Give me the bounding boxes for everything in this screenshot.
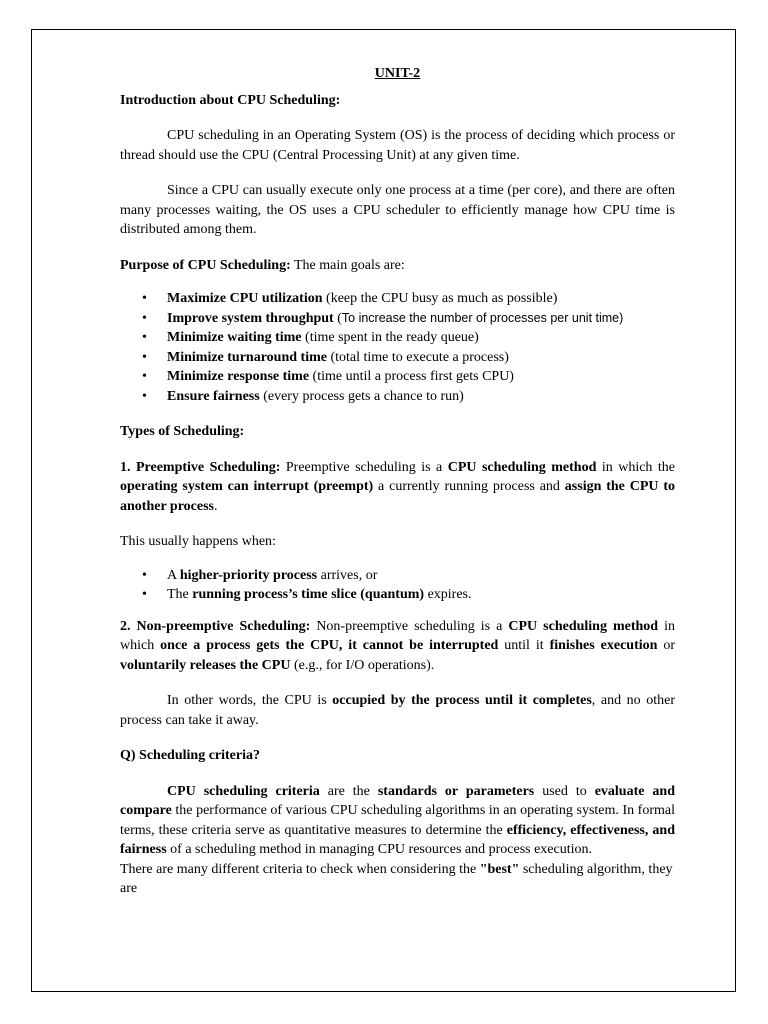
bullet-icon: •	[142, 587, 147, 602]
list-item	[120, 348, 675, 368]
text-run: (e.g., for I/O operations).	[290, 657, 435, 673]
bold-run: efficiency, effectiveness, and fairness	[120, 822, 675, 857]
bold-run: voluntarily releases the CPU	[120, 657, 291, 673]
text-run: in which	[120, 618, 676, 653]
goal-term: Minimize response time	[167, 369, 310, 384]
bold-run: occupied by the process until it completes	[332, 693, 592, 708]
text-run: of a scheduling method in managing CPU resources and process execution.	[166, 842, 593, 857]
intro-paragraph-1: CPU scheduling in an Operating System (OS) is the process of deciding which process or thread should use the CPU (Central Processing Unit) at any given time.	[120, 128, 675, 163]
goal-desc: (keep the CPU busy as much as possible)	[322, 291, 558, 306]
criteria-question-heading: Q) Scheduling criteria?	[120, 748, 260, 763]
goal-desc: (every process gets a chance to run)	[259, 388, 464, 404]
goal-desc: (time spent in the ready queue)	[301, 330, 479, 345]
text-run: expires.	[424, 587, 472, 602]
text-run: are the	[319, 783, 378, 799]
list-item	[120, 566, 675, 586]
bold-run: CPU scheduling criteria	[167, 783, 320, 799]
bullet-icon: •	[142, 291, 147, 306]
purpose-line	[120, 256, 675, 276]
bullet-icon: •	[142, 567, 147, 583]
bold-run: higher-priority process	[179, 567, 318, 583]
text-run: arrives, or	[317, 567, 378, 583]
list-item	[120, 309, 675, 329]
text-run: , and no other process can take it away.	[120, 693, 675, 728]
intro-heading: Introduction about CPU Scheduling:	[120, 92, 341, 108]
bold-run: operating system can interrupt (preempt)	[120, 479, 374, 494]
bold-run: CPU scheduling method	[447, 459, 597, 475]
goal-desc-small: To increase the number of processes per unit time)	[341, 310, 624, 325]
purpose-text: The main goals are:	[290, 257, 405, 273]
list-item	[120, 585, 675, 605]
bold-run: finishes execution	[549, 638, 658, 653]
preemptive-paragraph	[120, 458, 675, 517]
text-run: used to	[534, 783, 595, 799]
goals-list	[120, 289, 675, 406]
list-item	[120, 328, 675, 348]
bullet-icon: •	[142, 310, 147, 326]
text-run: in which the	[596, 459, 675, 475]
goal-term: Minimize turnaround time	[167, 349, 327, 365]
preemptive-label: 1. Preemptive Scheduling:	[120, 459, 281, 475]
bold-run: running process’s time slice (quantum)	[192, 587, 425, 602]
text-run: In other words, the CPU is	[167, 693, 333, 708]
intro-paragraph-2: Since a CPU can usually execute only one process at a time (per core), and there are often many processes waiting, the OS uses a CPU scheduler to efficiently manage how CPU time is distributed among them.	[120, 183, 675, 237]
document-body	[120, 64, 675, 899]
unit-title: UNIT-2	[374, 66, 421, 81]
nonpreemptive-label: 2. Non-preemptive Scheduling:	[120, 618, 311, 634]
text-run: until it	[498, 638, 550, 653]
bold-run: once a process gets the CPU, it cannot be interrupted	[160, 638, 499, 653]
types-heading: Types of Scheduling:	[120, 424, 245, 439]
bold-run: assign the CPU to another process	[120, 479, 676, 514]
list-item	[120, 289, 675, 309]
bullet-icon: •	[142, 330, 147, 345]
bullet-icon: •	[142, 369, 147, 384]
happens-list	[120, 566, 675, 605]
goal-desc: (	[333, 310, 342, 326]
bold-run: CPU scheduling method	[508, 618, 659, 634]
list-item	[120, 387, 675, 407]
text-run: a currently running process and	[373, 479, 565, 494]
goal-desc: (total time to execute a process)	[326, 349, 509, 365]
text-run: A	[167, 567, 180, 583]
bold-run: standards or parameters	[377, 783, 535, 799]
text-run: The	[167, 587, 193, 602]
goal-term: Minimize waiting time	[167, 330, 302, 345]
purpose-label: Purpose of CPU Scheduling:	[120, 257, 291, 273]
goal-desc: (time until a process first gets CPU)	[309, 369, 514, 384]
nonpreemptive-paragraph	[120, 617, 675, 676]
text-run: .	[213, 498, 218, 514]
text-run: There are many different criteria to check when considering the	[120, 861, 480, 877]
text-run: scheduling algorithm, they are	[120, 861, 673, 896]
usually-line: This usually happens when:	[120, 534, 276, 549]
goal-term: Ensure fairness	[167, 388, 260, 404]
other-words-paragraph	[120, 691, 675, 730]
text-run: or	[657, 638, 676, 653]
bold-run: evaluate and compare	[120, 783, 675, 818]
bullet-icon: •	[142, 349, 147, 365]
text-run: Preemptive scheduling is a	[280, 459, 448, 475]
criteria-paragraph	[120, 782, 675, 860]
text-run: the performance of various CPU scheduling algorithms in an operating system. In formal terms, these criteria serve as quantitative measures to determine the	[120, 803, 675, 838]
goal-term: Improve system throughput	[167, 310, 334, 326]
bullet-icon: •	[142, 388, 147, 404]
goal-term: Maximize CPU utilization	[167, 291, 323, 306]
list-item	[120, 367, 675, 387]
bold-run: "best"	[479, 861, 520, 877]
text-run: Non-preemptive scheduling is a	[310, 618, 509, 634]
many-criteria-paragraph	[120, 860, 675, 899]
